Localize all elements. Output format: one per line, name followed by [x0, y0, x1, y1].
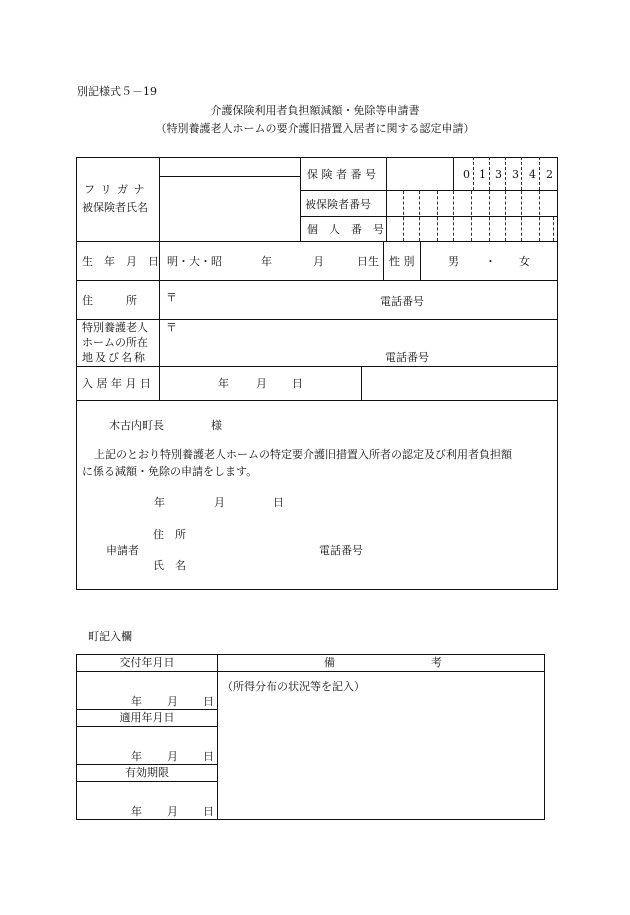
- facility-phone-label: 電話番号: [385, 351, 429, 364]
- sex-label: 性 別: [389, 255, 415, 268]
- address-label: 住 所: [82, 294, 137, 307]
- honorific: 様: [211, 419, 222, 432]
- admission-year-unit: 年: [218, 377, 229, 390]
- insurer-digit: 1: [479, 168, 486, 181]
- sex-male-option[interactable]: 男: [448, 255, 459, 268]
- era-options[interactable]: 明・大・昭: [167, 255, 222, 268]
- remarks-note: （所得分布の状況等を記入）: [222, 680, 365, 693]
- validity-label: 有効期限: [125, 766, 169, 779]
- birth-day-suffix: 日生: [357, 255, 379, 268]
- birth-year-unit: 年: [261, 255, 272, 268]
- personal-number-input[interactable]: [387, 217, 557, 241]
- remarks-input[interactable]: [218, 672, 543, 818]
- sex-female-option[interactable]: 女: [519, 255, 530, 268]
- facility-label-line3: 地及び名称: [82, 351, 147, 364]
- insured-number-input[interactable]: [387, 191, 557, 216]
- admission-month-unit: 月: [256, 377, 267, 390]
- insured-number-label: 被保険者番号: [305, 198, 371, 211]
- form-subtitle: （特別養護老人ホームの要介護旧措置入居者に関する認定申請）: [155, 122, 475, 135]
- facility-label-line2: ホームの所在: [82, 336, 148, 349]
- insurer-digit: 4: [529, 168, 536, 181]
- office-use-heading: 町記入欄: [88, 630, 132, 643]
- issue-day-unit: 日: [203, 695, 214, 708]
- insurer-digit: 3: [495, 168, 502, 181]
- facility-input[interactable]: [180, 321, 556, 365]
- form-title: 介護保険利用者負担額減額・免除等申請書: [210, 104, 420, 117]
- issue-month-unit: 月: [167, 695, 178, 708]
- addressee: 木古内町長: [109, 419, 164, 432]
- validity-month-unit: 月: [167, 805, 178, 818]
- validity-year-unit: 年: [131, 805, 142, 818]
- personal-number-label: 個 人 番 号: [307, 223, 384, 236]
- issue-year-unit: 年: [131, 695, 142, 708]
- insured-name-label: 被保険者氏名: [82, 201, 148, 214]
- sex-separator: ・: [485, 255, 496, 268]
- issue-date-label: 交付年月日: [119, 656, 175, 669]
- declaration-body-line2: に係る減額・免除の申請をします。: [82, 465, 258, 478]
- birthdate-label: 生 年 月 日: [82, 255, 159, 268]
- address-phone-label: 電話番号: [380, 295, 424, 308]
- applicant-phone-label: 電話番号: [319, 544, 363, 557]
- furigana-input[interactable]: [160, 158, 299, 175]
- insurer-digit: 0: [463, 168, 470, 181]
- facility-label-line1: 特別養護老人: [82, 321, 148, 334]
- insurer-digit: 2: [546, 168, 553, 181]
- apply-year-unit: 年: [131, 750, 142, 763]
- admission-day-unit: 日: [292, 377, 303, 390]
- apply-month-unit: 月: [167, 750, 178, 763]
- facility-postal-mark: 〒: [166, 321, 177, 334]
- declaration-day-unit: 日: [273, 496, 284, 509]
- admission-date-label: 入 居 年 月 日: [82, 377, 151, 390]
- insured-name-input[interactable]: [160, 177, 299, 240]
- birth-month-unit: 月: [313, 255, 324, 268]
- insurer-number-label: 保 険 者 番 号: [307, 168, 376, 181]
- furigana-label: フ リ ガ ナ: [84, 183, 146, 196]
- insurer-digit: 3: [512, 168, 519, 181]
- applicant-address-label: 住 所: [153, 528, 186, 541]
- address-postal-mark: 〒: [166, 291, 177, 304]
- address-input[interactable]: [180, 282, 556, 318]
- remarks-label-2: 考: [431, 656, 442, 669]
- apply-date-label: 適用年月日: [119, 711, 175, 724]
- apply-day-unit: 日: [203, 750, 214, 763]
- form-number: 別記様式５－19: [77, 85, 157, 98]
- applicant-name-label: 氏 名: [153, 559, 186, 572]
- declaration-month-unit: 月: [214, 496, 225, 509]
- applicant-label: 申請者: [106, 544, 139, 557]
- declaration-year-unit: 年: [154, 496, 165, 509]
- validity-day-unit: 日: [203, 805, 214, 818]
- remarks-label-1: 備: [324, 656, 335, 669]
- declaration-body-line1: 上記のとおり特別養護老人ホームの特定要介護旧措置入所者の認定及び利用者負担額: [94, 448, 512, 461]
